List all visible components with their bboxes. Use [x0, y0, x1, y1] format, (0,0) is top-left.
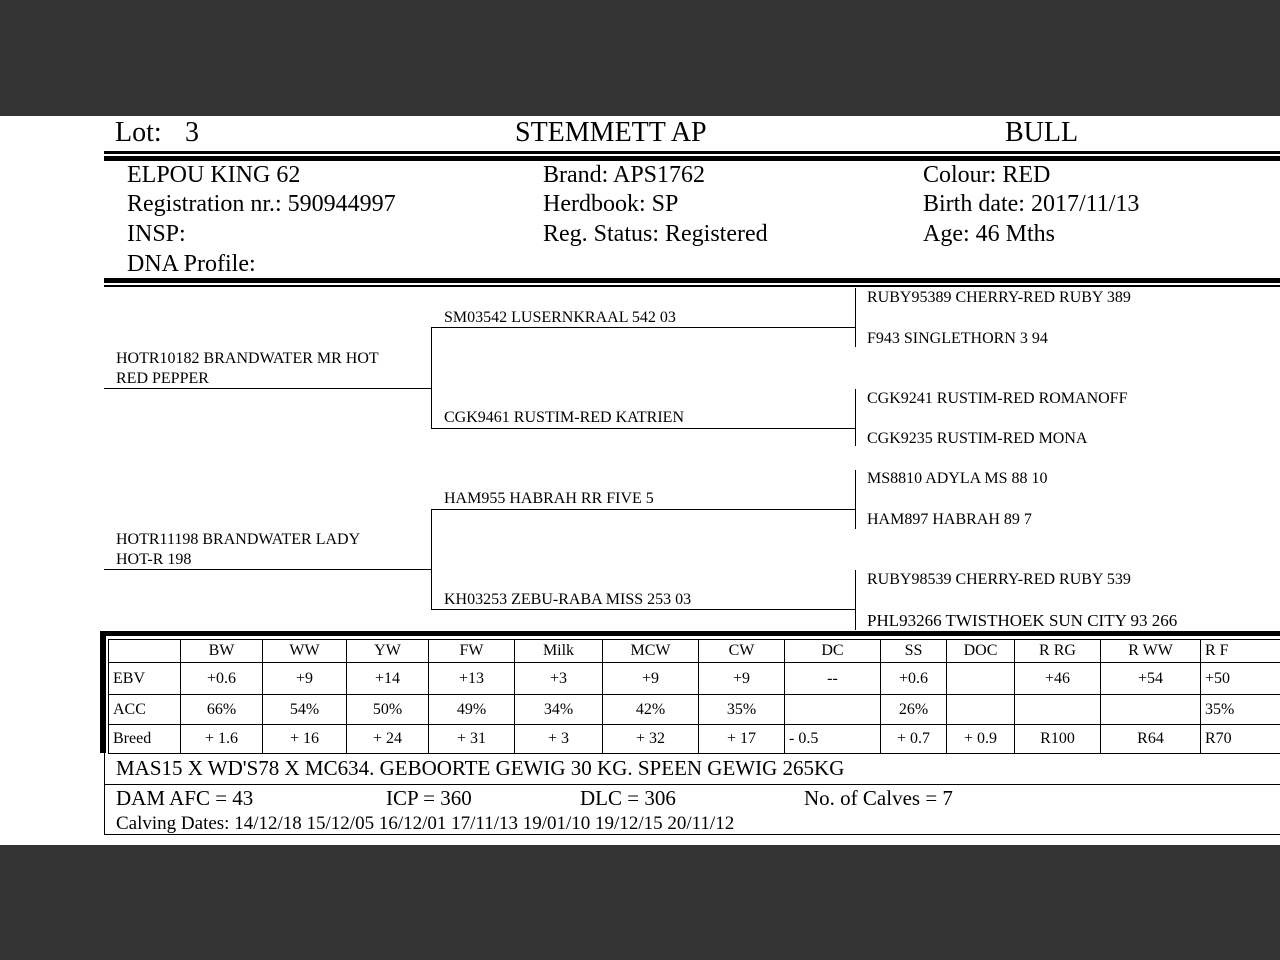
lot-label: Lot: — [115, 117, 162, 148]
table-cell — [785, 695, 881, 725]
dam-dam-line — [431, 609, 855, 610]
ggp-name: RUBY98539 CHERRY-RED RUBY 539 — [867, 571, 1131, 588]
table-cell: +0.6 — [881, 663, 947, 695]
table-row — [109, 725, 1280, 754]
ggp-name: CGK9235 RUSTIM-RED MONA — [867, 430, 1088, 447]
table-left-rule — [100, 631, 106, 753]
table-cell: R70 — [1201, 725, 1280, 754]
header-cell: WW — [263, 640, 347, 663]
header-cell: CW — [699, 640, 785, 663]
table-row — [109, 695, 1280, 725]
table-cell: +50 — [1201, 663, 1280, 695]
table-cell: + 1.6 — [181, 725, 263, 754]
table-cell — [1101, 695, 1201, 725]
dam-bracket — [431, 509, 432, 609]
ggp-name: MS8810 ADYLA MS 88 10 — [867, 470, 1048, 487]
table-cell: +9 — [699, 663, 785, 695]
table-cell: + 24 — [347, 725, 429, 754]
header-cell: SS — [881, 640, 947, 663]
ebv-table — [108, 639, 1280, 754]
table-cell: +14 — [347, 663, 429, 695]
ggp-name: F943 SINGLETHORN 3 94 — [867, 330, 1048, 347]
table-cell: - 0.5 — [785, 725, 881, 754]
header-cell: FW — [429, 640, 515, 663]
table-cell: + 0.7 — [881, 725, 947, 754]
table-cell: +46 — [1015, 663, 1101, 695]
row-label: Breed — [109, 725, 181, 754]
table-cell: R100 — [1015, 725, 1101, 754]
dam-afc: DAM AFC = 43 — [116, 786, 254, 810]
sire-dam-name: CGK9461 RUSTIM-RED KATRIEN — [444, 409, 684, 426]
dlc-value: DLC = 306 — [580, 786, 676, 810]
ggp-bracket-4 — [855, 570, 856, 630]
age-value: Age: 46 Mths — [923, 221, 1055, 247]
calves-count: No. of Calves = 7 — [804, 786, 953, 810]
icp-value: ICP = 360 — [386, 786, 472, 810]
table-header-row — [109, 640, 1280, 663]
table-cell: +13 — [429, 663, 515, 695]
table-cell: +3 — [515, 663, 603, 695]
birth-date-value: Birth date: 2017/11/13 — [923, 191, 1140, 217]
row-label: EBV — [109, 663, 181, 695]
table-cell: 42% — [603, 695, 699, 725]
table-cell: -- — [785, 663, 881, 695]
calving-dates: Calving Dates: 14/12/18 15/12/05 16/12/01 17/11/13 19/01/10 19/12/15 20/11/12 — [116, 813, 735, 834]
ggp-name: PHL93266 TWISTHOEK SUN CITY 93 266 — [867, 611, 1178, 630]
table-cell: + 31 — [429, 725, 515, 754]
breeder-name: STEMMETT AP — [515, 117, 707, 148]
table-cell: + 3 — [515, 725, 603, 754]
notes-bottom-rule — [104, 834, 1280, 835]
header-cell: DC — [785, 640, 881, 663]
ggp-bracket-3 — [855, 470, 856, 529]
sire-sire-name: SM03542 LUSERNKRAAL 542 03 — [444, 309, 676, 326]
table-cell: +9 — [263, 663, 347, 695]
catalogue-sheet — [0, 116, 1280, 845]
dna-profile-label: DNA Profile: — [127, 251, 256, 277]
table-cell — [1015, 695, 1101, 725]
reg-status-value: Reg. Status: Registered — [543, 221, 768, 247]
dam-dam-name: KH03253 ZEBU-RABA MISS 253 03 — [444, 591, 692, 608]
table-cell: 26% — [881, 695, 947, 725]
ggp-name: CGK9241 RUSTIM-RED ROMANOFF — [867, 390, 1128, 407]
info-rule-thick — [104, 278, 1280, 283]
info-rule — [104, 285, 1280, 287]
header-cell: DOC — [947, 640, 1015, 663]
row-label: ACC — [109, 695, 181, 725]
header-cell: BW — [181, 640, 263, 663]
header-cell — [109, 640, 181, 663]
ggp-bracket-1 — [855, 288, 856, 347]
table-cell: 66% — [181, 695, 263, 725]
header-cell: Milk — [515, 640, 603, 663]
table-cell: 35% — [1201, 695, 1280, 725]
insp-label: INSP: — [127, 221, 186, 247]
table-cell: + 32 — [603, 725, 699, 754]
table-cell: + 0.9 — [947, 725, 1015, 754]
ggp-bracket-2 — [855, 389, 856, 446]
lot-number: 3 — [185, 117, 199, 148]
table-cell: +9 — [603, 663, 699, 695]
header-rule — [104, 151, 1280, 154]
header-rule-thick — [104, 156, 1280, 161]
table-row — [109, 663, 1280, 695]
table-cell: +0.6 — [181, 663, 263, 695]
notes-divider — [104, 784, 1280, 785]
table-cell: 49% — [429, 695, 515, 725]
table-cell — [947, 695, 1015, 725]
dam-name: HOTR11198 BRANDWATER LADY HOT-R 198 — [116, 531, 361, 568]
header-cell: MCW — [603, 640, 699, 663]
table-cell: 50% — [347, 695, 429, 725]
sire-sire-line — [431, 327, 855, 328]
ggp-name: RUBY95389 CHERRY-RED RUBY 389 — [867, 289, 1131, 306]
ggp-name: HAM897 HABRAH 89 7 — [867, 511, 1032, 528]
dam-sire-name: HAM955 HABRAH RR FIVE 5 — [444, 490, 654, 507]
registration-number: Registration nr.: 590944997 — [127, 191, 396, 217]
table-cell: +54 — [1101, 663, 1201, 695]
header-cell: R F — [1201, 640, 1280, 663]
sire-bracket — [431, 327, 432, 428]
header-cell: R WW — [1101, 640, 1201, 663]
table-cell: + 17 — [699, 725, 785, 754]
table-cell: 34% — [515, 695, 603, 725]
notes-left-rule — [104, 753, 105, 835]
table-top-rule — [100, 631, 1280, 636]
header-cell: YW — [347, 640, 429, 663]
dam-sire-line — [431, 509, 855, 510]
brand-value: Brand: APS1762 — [543, 162, 706, 188]
animal-name: ELPOU KING 62 — [127, 162, 301, 188]
sex-label: BULL — [1005, 117, 1079, 148]
table-cell: + 16 — [263, 725, 347, 754]
sire-dam-line — [431, 428, 855, 429]
remark-text: MAS15 X WD'S78 X MC634. GEBOORTE GEWIG 30 KG. SPEEN GEWIG 265KG — [116, 756, 845, 780]
sire-name: HOTR10182 BRANDWATER MR HOT RED PEPPER — [116, 350, 379, 387]
table-cell — [947, 663, 1015, 695]
table-cell: 54% — [263, 695, 347, 725]
table-cell: 35% — [699, 695, 785, 725]
colour-value: Colour: RED — [923, 162, 1051, 188]
herdbook-value: Herdbook: SP — [543, 191, 679, 217]
header-cell: R RG — [1015, 640, 1101, 663]
table-cell: R64 — [1101, 725, 1201, 754]
